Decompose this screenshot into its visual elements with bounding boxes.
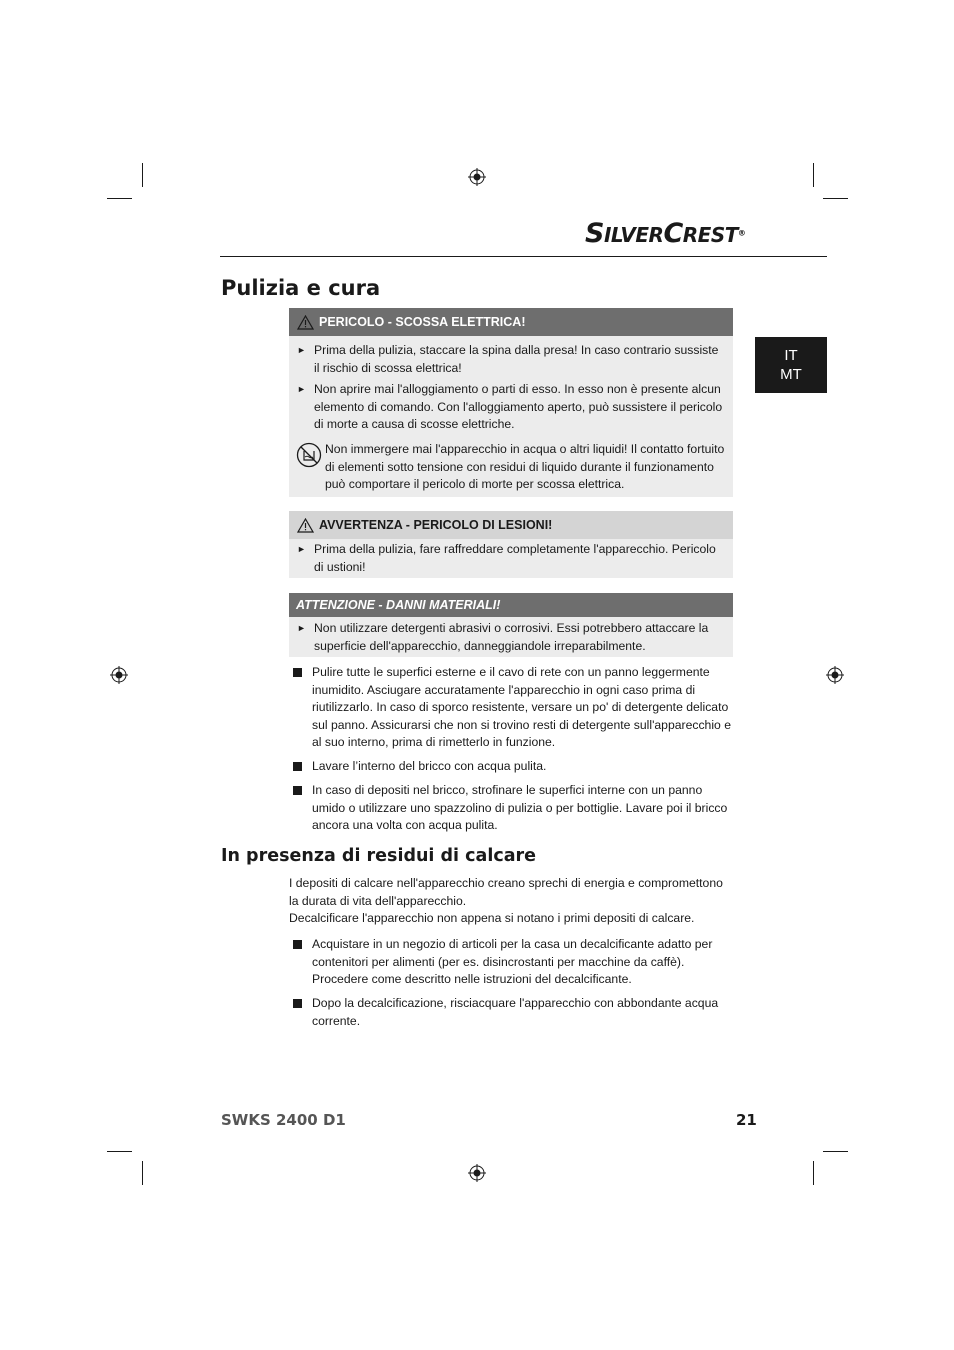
list-item: ► Prima della pulizia, staccare la spina dalla presa! In caso contrario sussiste il rischio di scossa elettrica! (297, 343, 719, 375)
language-code-it: IT (784, 347, 798, 364)
no-immersion-icon (296, 442, 322, 468)
crop-mark (142, 1161, 143, 1185)
registration-mark-icon (110, 666, 128, 684)
brand-logo: SILVERCREST® (585, 218, 746, 249)
danger-box-header (289, 308, 733, 336)
warning-heading: AVVERTENZA - PERICOLO DI LESIONI! (319, 518, 553, 532)
warning-triangle-icon (297, 518, 314, 533)
language-tab (755, 337, 827, 393)
caution-box-header (289, 593, 733, 617)
bullet-square-icon (293, 940, 302, 949)
immersion-note: Non immergere mai l'apparecchio in acqua o altri liquidi! Il contatto fortuito di elementi sotto tensione con residui di liquido durante il funzionamento può comportare il pericolo di morte per scossa elettrica. (325, 442, 725, 491)
danger-heading: PERICOLO - SCOSSA ELETTRICA! (319, 315, 526, 329)
intro-paragraph: I depositi di calcare nell'apparecchio creano sprechi di energia e compromettono la durata di vita dell'apparecchio. Decalcificare l'apparecchio non appena si notano i primi depositi di calcare. (289, 876, 723, 925)
bullet-square-icon (293, 999, 302, 1008)
language-code-mt: MT (780, 366, 802, 383)
warning-triangle-icon (297, 315, 314, 330)
bullet-square-icon (293, 762, 302, 771)
crop-mark (813, 1161, 814, 1185)
registration-mark-icon (468, 168, 486, 186)
registration-mark-icon (826, 666, 844, 684)
crop-mark (107, 1151, 132, 1152)
model-number: SWKS 2400 D1 (221, 1111, 346, 1129)
caution-box (289, 593, 733, 657)
section-title: In presenza di residui di calcare (221, 846, 537, 866)
list-item: ► Non utilizzare detergenti abrasivi o corrosivi. Essi potrebbero attaccare la superficie dell'apparecchio, danneggiandole irreparabilmente. (297, 621, 709, 653)
instruction-step: Pulire tutte le superfici esterne e il cavo di rete con un panno leggermente inumidito. Asciugare accuratamente l'apparecchio in ogni caso prima di riutilizzarlo. In caso di sporco resistente, versare un po' di detergente delicato sul panno. Assicurarsi che non si trovino resti di detergente sull'apparecchio e al suo interno, prima di rimetterlo in funzione. (293, 664, 733, 752)
bullet-square-icon (293, 668, 302, 677)
warning-box-header (289, 511, 733, 539)
crop-mark (107, 198, 132, 199)
list-item: ► Non aprire mai l'alloggiamento o parti di esso. In esso non è presente alcun elemento di comando. Con l'alloggiamento aperto, può sussistere il pericolo di morte a causa di scosse elettriche. (297, 382, 723, 431)
section-title: Pulizia e cura (221, 276, 381, 300)
caution-heading: ATTENZIONE - DANNI MATERIALI! (296, 598, 501, 612)
page-number: 21 (736, 1111, 757, 1129)
crop-mark (813, 163, 814, 187)
danger-box (289, 308, 733, 497)
list-item: ► Prima della pulizia, fare raffreddare completamente l'apparecchio. Pericolo di ustioni! (297, 542, 716, 574)
instruction-step: Acquistare in un negozio di articoli per la casa un decalcificante adatto per contenitori per alimenti (per es. disincrostanti per macchine da caffè). Procedere come descritto nelle istruzioni del decalcificante. (293, 936, 733, 989)
instruction-step: Dopo la decalcificazione, risciacquare l'apparecchio con abbondante acqua corrente. (293, 995, 733, 1030)
crop-mark (823, 1151, 848, 1152)
instruction-step: Lavare l’interno del bricco con acqua pulita. (293, 758, 733, 776)
crop-mark (823, 198, 848, 199)
registration-mark-icon (468, 1164, 486, 1182)
warning-box (289, 511, 733, 578)
instruction-step: In caso di depositi nel bricco, strofinare le superfici interne con un panno umido o utilizzare uno spazzolino di pulizia o per bottiglie. Lavare poi il bricco ancora una volta con acqua pulita. (293, 782, 733, 835)
header-rule (220, 256, 827, 257)
crop-mark (142, 163, 143, 187)
bullet-square-icon (293, 786, 302, 795)
